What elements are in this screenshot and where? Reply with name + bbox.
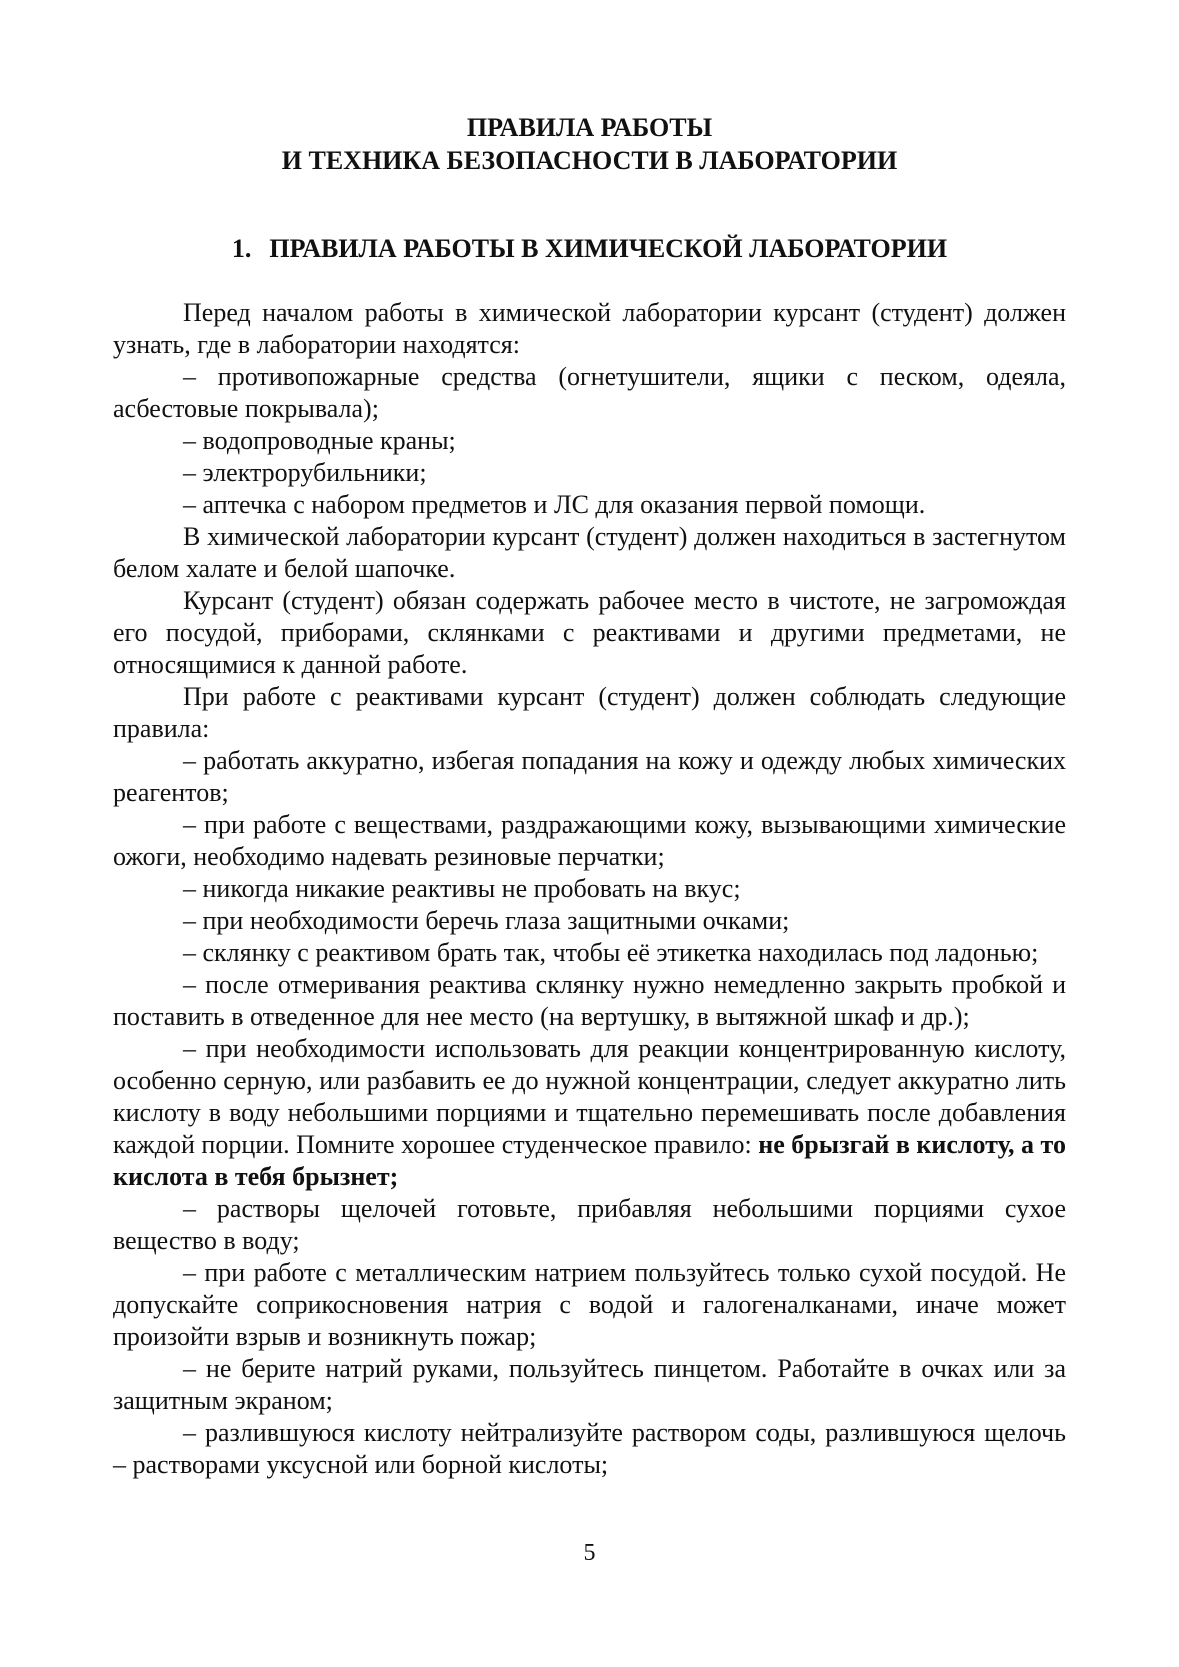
list-item: – при необходимости беречь глаза защитными очками; bbox=[183, 906, 790, 935]
section-number: 1. bbox=[231, 234, 252, 263]
paragraph: В химической лаборатории курсант (студент) должен находиться в застегнутом белом халате и белой шапочке. bbox=[113, 522, 1066, 583]
paragraph: Курсант (студент) обязан содержать рабочее место в чистоте, не загромождая его посудой, приборами, склянками с реактивами и другими предметами, не относящимися к данной работе. bbox=[113, 586, 1066, 679]
list-item: – никогда никакие реактивы не пробовать на вкус; bbox=[183, 874, 741, 903]
list-item-acid-rule bbox=[113, 1033, 1066, 1193]
list-item: – при работе с веществами, раздражающими кожу, вызывающими химические ожоги, необходимо надевать резиновые перчатки; bbox=[113, 810, 1066, 871]
paragraph: При работе с реактивами курсант (студент) должен соблюдать следующие правила: bbox=[113, 682, 1066, 743]
list-item: – при работе с металлическим натрием пользуйтесь только сухой посудой. Не допускайте соприкосновения натрия с водой и галогеналканами, иначе может произойти взрыв и возникнуть пожар; bbox=[113, 1258, 1066, 1351]
section-title: ПРАВИЛА РАБОТЫ В ХИМИЧЕСКОЙ ЛАБОРАТОРИИ bbox=[269, 234, 948, 263]
document-title bbox=[0, 111, 1179, 177]
title-line-1: ПРАВИЛА РАБОТЫ bbox=[466, 113, 713, 142]
list-item: – растворы щелочей готовьте, прибавляя небольшими порциями сухое вещество в воду; bbox=[113, 1194, 1066, 1255]
list-item: – электрорубильники; bbox=[183, 458, 427, 487]
page-number: 5 bbox=[583, 1540, 596, 1566]
list-item: – склянку с реактивом брать так, чтобы её этикетка находилась под ладонью; bbox=[183, 938, 1039, 967]
list-item: – водопроводные краны; bbox=[183, 426, 456, 455]
section-heading bbox=[0, 232, 1179, 265]
acid-rule-emphasis: не брызгай в кислоту, а то кислота в тебя брызнет; bbox=[113, 1130, 1066, 1191]
list-item: – противопожарные средства (огнетушители, ящики с песком, одеяла, асбестовые покрывала); bbox=[113, 362, 1066, 423]
list-item: – после отмеривания реактива склянку нужно немедленно закрыть пробкой и поставить в отведенное для нее место (на вертушку, в вытяжной шкаф и др.); bbox=[113, 970, 1066, 1031]
paragraph: Перед началом работы в химической лаборатории курсант (студент) должен узнать, где в лаборатории находятся: bbox=[113, 298, 1066, 359]
acid-rule-text: – при необходимости использовать для реакции концентрированную кислоту, особенно серную, или разбавить ее до нужной концентрации, следует аккуратно лить кислоту в воду небольшими порциями и тщательно перемешивать после добавления каждой порции. Помните хорошее студенческое правило: bbox=[113, 1034, 1066, 1159]
list-item: – работать аккуратно, избегая попадания на кожу и одежду любых химических реагентов; bbox=[113, 746, 1066, 807]
list-item: – аптечка с набором предметов и ЛС для оказания первой помощи. bbox=[183, 490, 926, 519]
title-line-2: И ТЕХНИКА БЕЗОПАСНОСТИ В ЛАБОРАТОРИИ bbox=[281, 146, 898, 175]
list-item: – не берите натрий руками, пользуйтесь пинцетом. Работайте в очках или за защитным экраном; bbox=[113, 1354, 1066, 1415]
body-text bbox=[113, 297, 1066, 1481]
list-item: – разлившуюся кислоту нейтрализуйте раствором соды, разлившуюся щелочь – растворами уксусной или борной кислоты; bbox=[113, 1418, 1066, 1479]
